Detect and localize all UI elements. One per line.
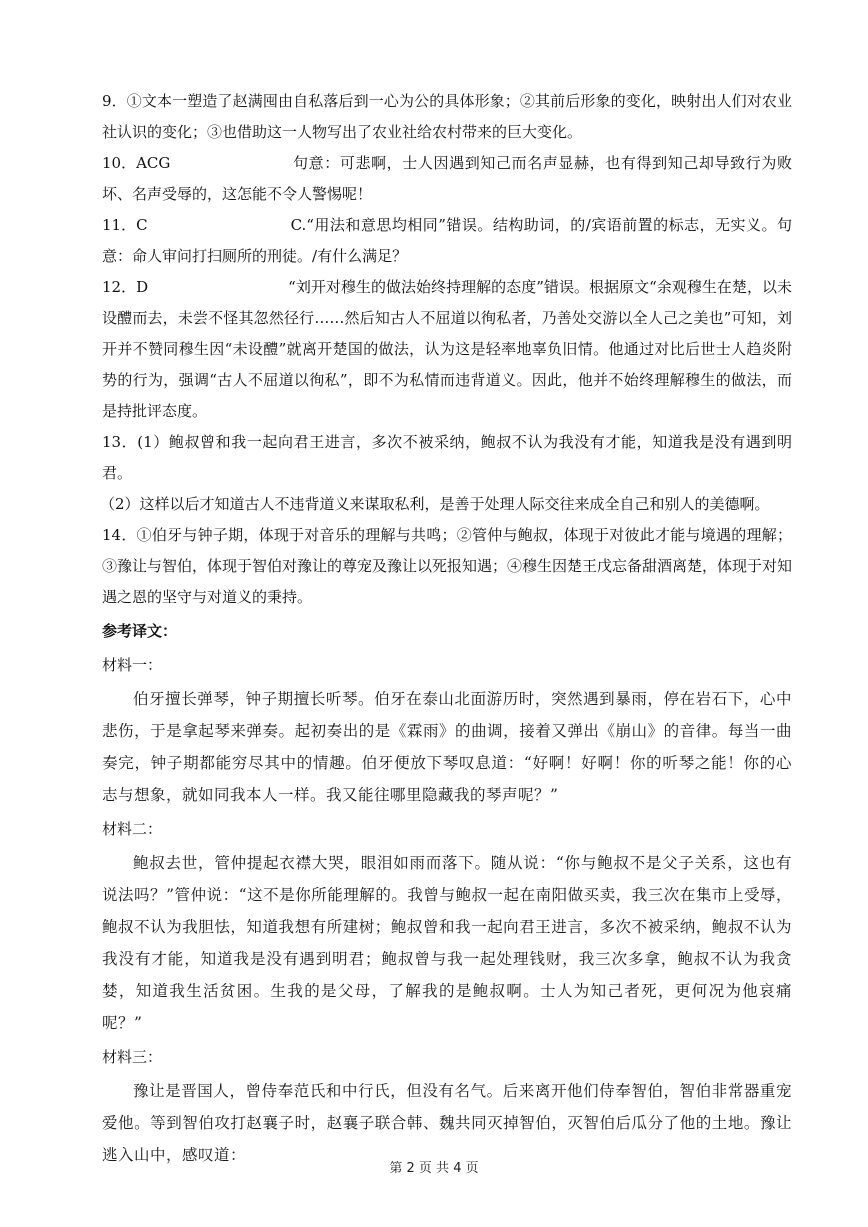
material-1-translation: 伯牙擅长弹琴，钟子期擅长听琴。伯牙在泰山北面游历时，突然遇到暴雨，停在岩石下，心中悲伤，于是拿起琴来弹奏。起初奏出的是《霖雨》的曲调，接着又弹出《崩山》的音律。每当一曲奏完，钟子期都能穷尽其中的情趣。伯牙便放下琴叹息道：“好啊！好啊！你的听琴之能！你的心志与想象，就如同我本人一样。我又能往哪里隐藏我的琴声呢？” [102,690,792,804]
material-2-translation: 鲍叔去世，管仲提起衣襟大哭，眼泪如雨而落下。随从说：“你与鲍叔不是父子关系，这也有说法吗？”管仲说：“这不是你所能理解的。我曾与鲍叔一起在南阳做买卖，我三次在集市上受辱，鲍叔不认为我胆怯，知道我想有所建树；鲍叔曾和我一起向君王进言，多次不被采纳，鲍叔不认为我没有才能，知道我是没有遇到明君；鲍叔曾与我一起处理钱财，我三次多拿，鲍叔不认为我贪婪，知道我生活贫困。生我的是父母，了解我的是鲍叔啊。士人为知己者死，更何况为他哀痛呢？” [102,854,792,1032]
page-number: 第 2 页 共 4 页 [389,1161,479,1176]
translation-heading: 参考译文： [102,622,178,640]
answer-q12-explanation-first: “刘开对穆生的做法始终持理解的态度”错误。根据原文“余观穆生在楚，以未 [288,278,792,296]
answer-q12-number: 12．D [102,278,149,296]
answer-q11-explanation-first: C.“用法和意思均相同”错误。结构助词，的/宾语前置的标志，无实义。句意： [102,216,792,265]
answer-content [102,86,792,1171]
answer-q12 [102,272,792,427]
answer-q10 [102,148,792,210]
material-1-label: 材料一： [102,656,163,674]
answer-q12-explanation-rest: 设醴而去，未尝不怪其忽然径行……然后知古人不屈道以徇私者，乃善处交游以全人己之美也”可知，刘开并不赞同穆生因“未设醴”就离开楚国的做法，认为这是轻率地辜负旧情。他通过对比后世士人趋炎附势的行为，强调“古人不屈道以徇私”，即不为私情而违背道义。因此，他并不始终理解穆生的做法，而是持批评态度。 [102,309,792,420]
answer-q13-part1: 13．(1）鲍叔曾和我一起向君王进言，多次不被采纳，鲍叔不认为我没有才能，知道我是没有遇到明君。 [102,433,792,482]
answer-q13-part2: （2）这样以后才知道古人不违背道义来谋取私利，是善于处理人际交往来成全自己和别人的美德啊。 [100,495,770,513]
answer-q11 [102,210,792,272]
material-2-label: 材料二： [102,820,163,838]
answer-q10-explanation-rest: 名声受辱的，这怎能不令人警惕呢！ [132,185,373,203]
answer-q10-number: 10．ACG [102,154,171,172]
answer-q11-explanation-rest: 命人审问打扫厕所的刑徒。/有什么满足？ [132,247,408,265]
material-3-translation: 豫让是晋国人，曾侍奉范氏和中行氏，但没有名气。后来离开他们侍奉智伯，智伯非常器重宠爱他。等到智伯攻打赵襄子时，赵襄子联合韩、魏共同灭掉智伯，灭智伯后瓜分了他的土地。豫让逃入山中，感叹道： [102,1082,792,1164]
answer-q14: 14．①伯牙与钟子期，体现于对音乐的理解与共鸣；②管仲与鲍叔，体现于对彼此才能与境遇的理解；③豫让与智伯，体现于智伯对豫让的尊宠及豫让以死报知遇；④穆生因楚王戊忘备甜酒离楚，体现于对知遇之恩的坚守与对道义的秉持。 [102,526,793,606]
answer-q9: 9．①文本一塑造了赵满囤由自私落后到一心为公的具体形象；②其前后形象的变化，映射出人们对农业社认识的变化；③也借助这一人物写出了农业社给农村带来的巨大变化。 [102,92,792,141]
material-3-label: 材料三： [102,1048,163,1066]
answer-q10-explanation-first: 句意：可悲啊，士人因遇到知己而名声显赫，也有得到知己却导致行为败坏、 [102,154,792,203]
answer-q11-number: 11．C [102,216,148,234]
page-footer [0,1157,868,1176]
